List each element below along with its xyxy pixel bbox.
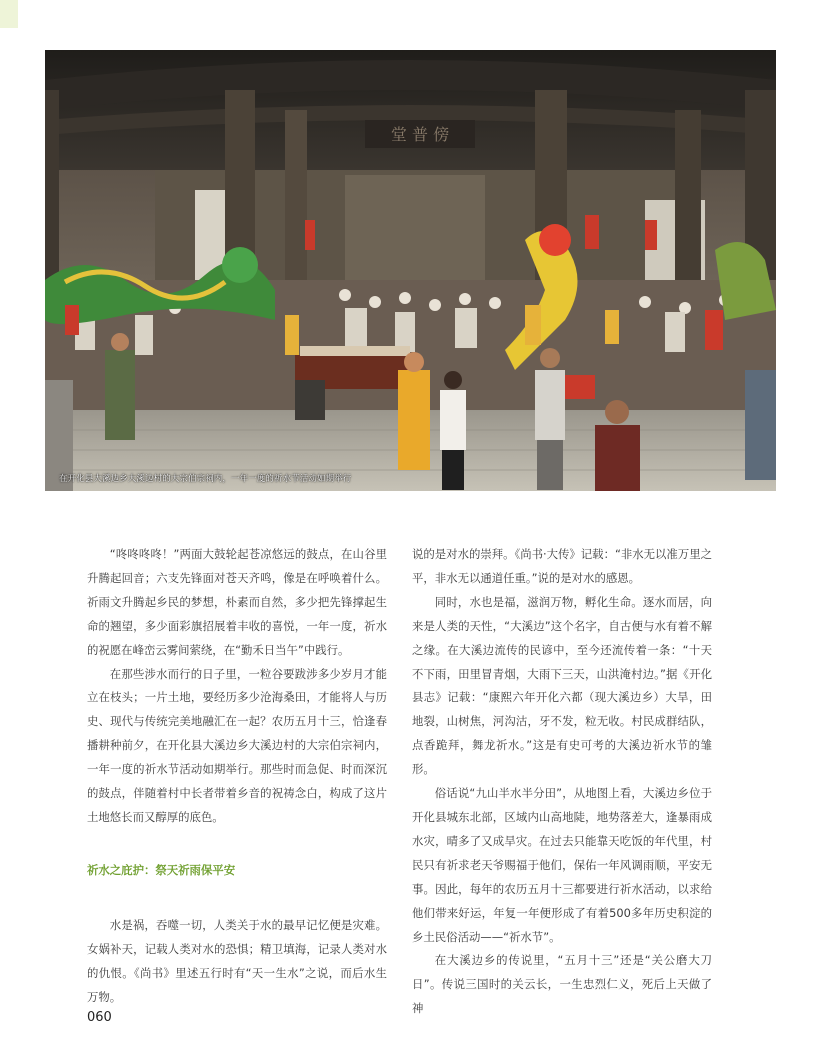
paragraph: 俗话说“九山半水半分田”，从地图上看，大溪边乡位于开化县城东北部，区域内山高地陡，地势落差大，逢暴雨成水灾，晴多了又成旱灾。在过去只能靠天吃饭的年代里，村民只有祈求老天爷赐福于他们，保佑一年风调雨顺，平安无事。因此，每年的农历五月十三都要进行祈水活动，以求给他们带来好运，年复一年便形成了有着500多年历史积淀的乡土民俗活动——“祈水节”。 — [412, 786, 712, 944]
paragraph: 在那些涉水而行的日子里，一粒谷要跋涉多少岁月才能立在枝头；一片土地，要经历多少沧海桑田，才能将人与历史、现代与传统完美地融汇在一起？农历五月十三，恰逢春播耕种前夕，在开化县大溪边乡大溪边村的大宗伯宗祠内，一年一度的祈水节活动如期举行。那些时而急促、时而深沉的鼓点，伴随着村中长者带着乡音的祝祷念白，构成了这片土地悠长而又醇厚的底色。 — [87, 666, 387, 824]
hall-plaque: 堂 普 傍 — [390, 125, 450, 144]
paragraph: 水是祸，吞噬一切，人类关于水的最早记忆便是灾难。女娲补天，记载人类对水的恐惧；精卫填海，记录人类对水的仇恨。《尚书》里述五行时有“天一生水”之说，而后水生万物。 — [87, 917, 387, 1004]
section-heading: 祈水之庇护：祭天祈雨保平安 — [87, 862, 236, 877]
page-number: 060 — [87, 1010, 112, 1025]
paragraph: 同时，水也是福，滋润万物，孵化生命。逐水而居，向来是人类的天性，“大溪边”这个名字，自古便与水有着不解之缘。在大溪边流传的民谚中，至今还流传着一条：“十天不下雨，田里冒青烟，大雨下三天，山洪淹村边。”据《开化县志》记载：“康熙六年开化六都（现大溪边乡）大旱，田地裂，山树焦，河沟沽，牙不发，粒无收。村民成群结队，点香跪拜，舞龙祈水。”这是有史可考的大溪边祈水节的雏形。 — [412, 594, 712, 777]
corner-tab — [0, 0, 18, 28]
festival-photo — [45, 50, 776, 491]
paragraph: “咚咚咚咚！”两面大鼓轮起苍凉悠远的鼓点，在山谷里升腾起回音；六支先锋面对苍天齐鸣，像是在呼唤着什么。祈雨文升腾起乡民的梦想，朴素而自然，多少把先锋撑起生命的翘望，多少面彩旗招展着丰收的喜悦，一年一度，祈水的祝愿在峰峦云雾间萦绕，在“勤禾日当午”中践行。 — [87, 547, 387, 657]
paragraph: 在大溪边乡的传说里，“五月十三”还是“关公磨大刀日”。传说三国时的关云长，一生忠烈仁义，死后上天做了神 — [412, 953, 712, 1016]
article-right-column — [412, 543, 712, 1021]
paragraph: 说的是对水的崇拜。《尚书·大传》记载：“非水无以准万里之平，非水无以通道任重。”说的是对水的感恩。 — [412, 547, 712, 585]
article-left-column — [87, 543, 387, 1009]
photo-caption: 在开化县大溪边乡大溪边村的大宗伯宗祠内，一年一度的祈水节活动如期举行 — [59, 474, 352, 484]
